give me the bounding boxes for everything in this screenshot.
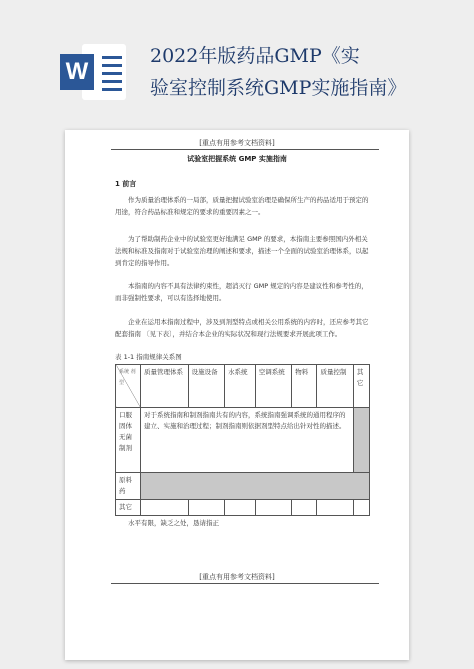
paragraph-3: 本指南的内容不具有法律约束性，超消灭行 GMP 规定的内容是建议性和参考性的，而非强制性要求，可以有选择地使用。: [115, 282, 368, 302]
footer-divider: [111, 583, 379, 584]
table-corner-cell: 系统 剂型: [116, 365, 141, 408]
table-cell-empty: [141, 473, 370, 500]
table-header-row: [116, 365, 370, 408]
table-row: [116, 473, 370, 500]
relationship-table: [115, 364, 370, 516]
word-badge: W: [60, 54, 94, 90]
header-note: [重点有用参考文档资料]: [199, 139, 275, 147]
document-preview-page[interactable]: [65, 130, 409, 660]
paragraph-2: 为了帮助制药企业中的试验室更好地满足 GMP 的要求，本指南主要参照国内外相关法规和标准及指南对于试验室治理的阐述和要求，描述一个全面的试验室治理体系，以起到肯定的指导作用。: [115, 235, 369, 267]
word-logo-icon: [60, 44, 128, 100]
table-row-content: 对于系统指南和制剂指南共有的内容，系统指南强调系统的通用程序的建立、实施和治理过程；制剂指南则依据剂型特点给出针对性的描述。: [141, 408, 354, 473]
table-header-cell: 设施设备: [188, 365, 224, 408]
table-row-label: 原料药: [116, 473, 141, 500]
table-header-cell: 其它: [353, 365, 369, 408]
header-divider: [111, 149, 379, 150]
table-header-cell: 物料: [292, 365, 317, 408]
section-heading: 1 前言: [115, 180, 137, 188]
table-header-cell: 空调系统: [255, 365, 291, 408]
table-header-cell: 质量管理体系: [141, 365, 189, 408]
table-row: [116, 500, 370, 516]
table-row-label: 其它: [116, 500, 141, 516]
table-header-cell: 水系统: [224, 365, 255, 408]
footer-note: 水平有限，缺乏之处，恳请指正: [128, 519, 219, 527]
title-line-1: 2022年版药品GMP《实: [150, 45, 360, 67]
footer-bracket: [重点有用参考文档资料]: [199, 573, 275, 581]
table-cell-empty: [353, 408, 369, 473]
paragraph-4: 企业在运用本指南过程中，涉及到剂型特点或相关公用系统的内容时，还应参考其它配套指南 〔见下表〕，并结合本企业的实际状况和现行法规要求开展此项工作。: [115, 318, 369, 338]
document-title: [150, 40, 450, 104]
paragraph-1: 作为质量治理体系的一局部，质量把握试验室治理是确保所生产的药品适用于预定的用途，符合药品标准和规定的要求的重要因素之一。: [115, 196, 369, 216]
title-line-2: 验室控制系统GMP实施指南》: [150, 77, 407, 99]
table-row: [116, 408, 370, 473]
table-header-cell: 质量控制: [317, 365, 353, 408]
table-caption: 表 1-1 指南规律关系图: [115, 353, 182, 361]
page-heading: 试验室把握系统 GMP 实施指南: [187, 155, 287, 163]
table-row-label: 口服固体 无菌制剂: [116, 408, 141, 473]
